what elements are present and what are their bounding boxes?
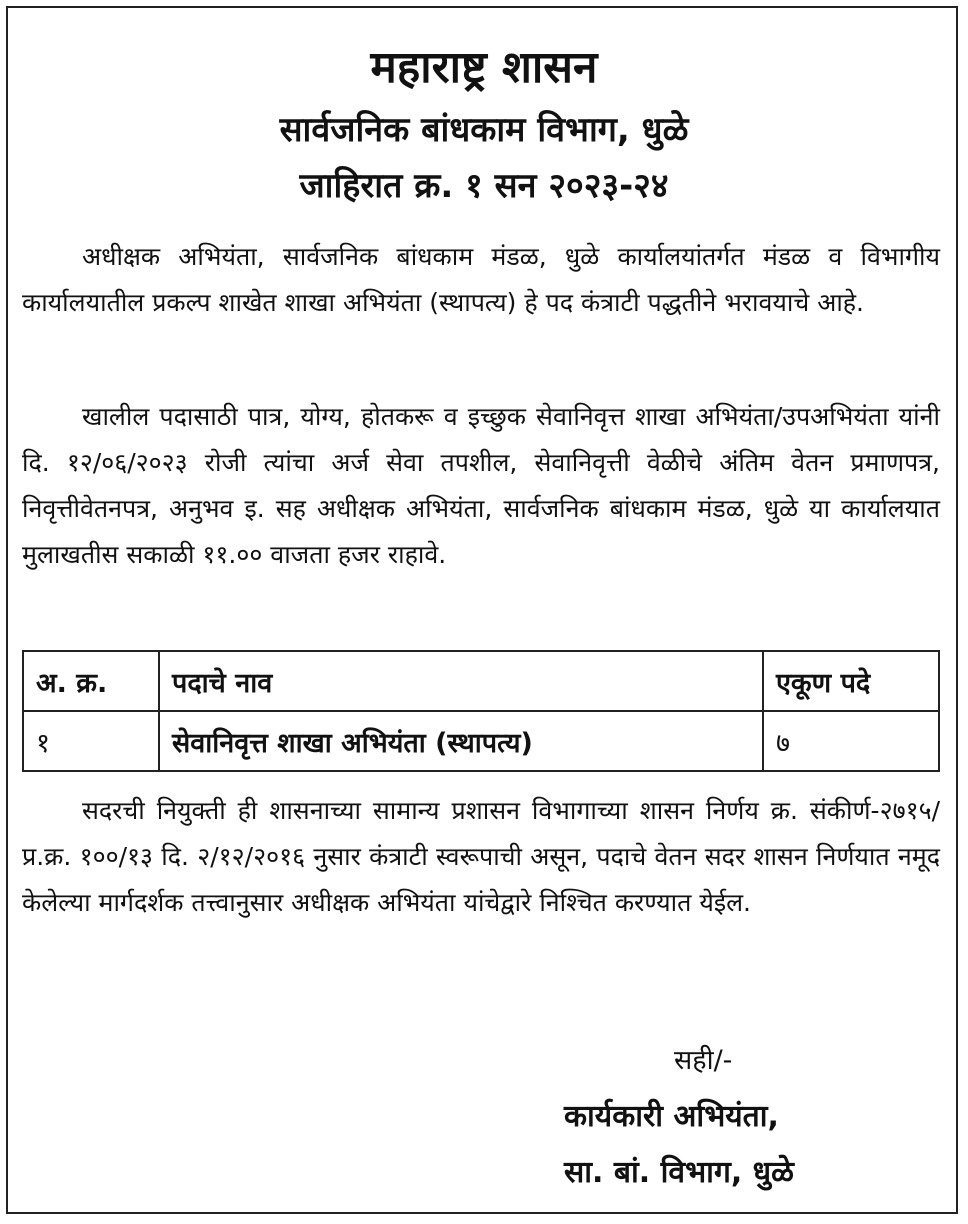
signatory-office: सा. बां. विभाग, धुळे — [564, 1155, 794, 1190]
eligibility-paragraph: खालील पदासाठी पात्र, योग्य, होतकरू व इच्छुक सेवानिवृत्त शाखा अभियंता/उपअभियंता यांनी दि. १२/०६/२०२३ रोजी त्यांचा अर्ज सेवा तपशील, सेवानिवृत्ती वेळीचे अंतिम वेतन प्रमाणपत्र, निवृत्तीवेतनपत्र, अनुभव इ. सह अधीक्षक अभियंता, सार्वजनिक बांधकाम मंडळ, धुळे या कार्यालयात मुलाखतीस सकाळी ११.०० वाजता हजर राहावे. — [22, 402, 940, 569]
posts-table — [22, 650, 940, 772]
table-header-row — [23, 651, 939, 711]
row-post-name: सेवानिवृत्त शाखा अभियंता (स्थापत्य) — [159, 711, 763, 771]
advertisement-number: जाहिरात क्र. १ सन २०२३-२४ — [299, 166, 669, 206]
header-serial: अ. क्र. — [23, 651, 159, 711]
header-post-name: पदाचे नाव — [159, 651, 763, 711]
signature-mark: सही/- — [674, 1045, 733, 1076]
intro-paragraph: अधीक्षक अभियंता, सार्वजनिक बांधकाम मंडळ, धुळे कार्यालयांतर्गत मंडळ व विभागीय कार्यालयातील प्रकल्प शाखेत शाखा अभियंता (स्थापत्य) हे पद कंत्राटी पद्धतीने भरावयाचे आहे. — [22, 242, 940, 317]
row-total-posts: ७ — [763, 711, 939, 771]
department-heading: सार्वजनिक बांधकाम विभाग, धुळे — [279, 110, 689, 150]
government-heading: महाराष्ट्र शासन — [370, 42, 598, 93]
signatory-title: कार्यकारी अभियंता, — [564, 1099, 779, 1134]
terms-paragraph: सदरची नियुक्ती ही शासनाच्या सामान्य प्रशासन विभागाच्या शासन निर्णय क्र. संकीर्ण-२७१५/प्र.क्र. १००/१३ दि. २/१२/२०१६ नुसार कंत्राटी स्वरूपाची असून, पदाचे वेतन सदर शासन निर्णयात नमूद केलेल्या मार्गदर्शक तत्त्वानुसार अधीक्षक अभियंता यांचेद्वारे निश्चित करण्यात येईल. — [22, 796, 940, 917]
header-total-posts: एकूण पदे — [763, 651, 939, 711]
row-serial: १ — [23, 711, 159, 771]
table-row — [23, 711, 939, 771]
